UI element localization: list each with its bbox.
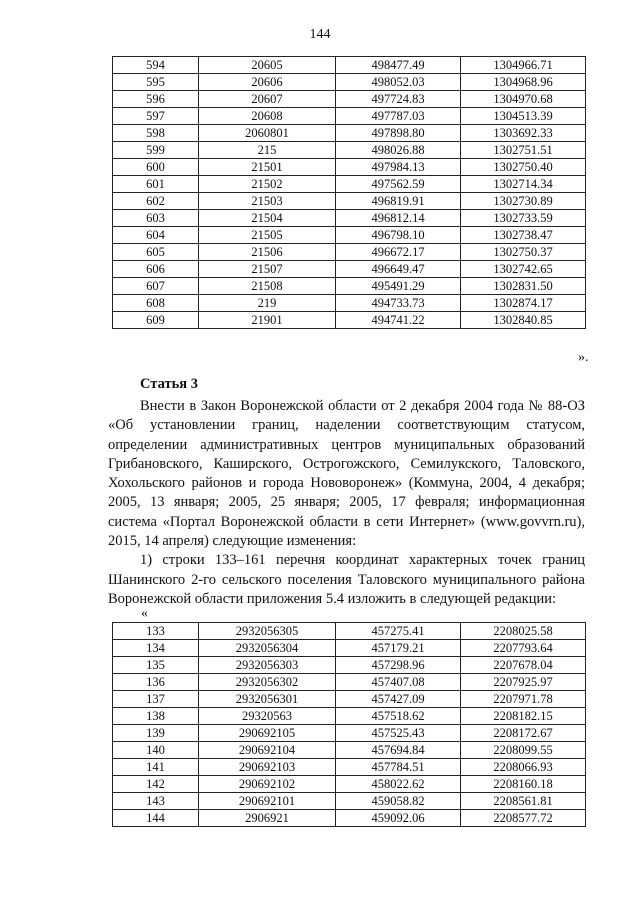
point-id-cell: 290692101 xyxy=(199,793,336,810)
article-title: Статья 3 xyxy=(140,376,198,392)
y-coordinate-cell: 2208182.15 xyxy=(461,708,586,725)
y-coordinate-cell: 1302730.89 xyxy=(461,193,586,210)
y-coordinate-cell: 2208561.81 xyxy=(461,793,586,810)
x-coordinate-cell: 457298.96 xyxy=(336,657,461,674)
x-coordinate-cell: 498477.49 xyxy=(336,57,461,74)
x-coordinate-cell: 457784.51 xyxy=(336,759,461,776)
y-coordinate-cell: 1304513.39 xyxy=(461,108,586,125)
x-coordinate-cell: 498052.03 xyxy=(336,74,461,91)
x-coordinate-cell: 496672.17 xyxy=(336,244,461,261)
closing-quote: ». xyxy=(578,350,589,365)
y-coordinate-cell: 1302742.65 xyxy=(461,261,586,278)
point-id-cell: 21507 xyxy=(199,261,336,278)
y-coordinate-cell: 1302750.37 xyxy=(461,244,586,261)
row-number-cell: 142 xyxy=(113,776,199,793)
y-coordinate-cell: 1304970.68 xyxy=(461,91,586,108)
y-coordinate-cell: 2208172.67 xyxy=(461,725,586,742)
x-coordinate-cell: 457179.21 xyxy=(336,640,461,657)
table-row xyxy=(113,691,586,708)
y-coordinate-cell: 1302738.47 xyxy=(461,227,586,244)
point-id-cell: 290692103 xyxy=(199,759,336,776)
opening-quote: « xyxy=(141,606,148,621)
point-id-cell: 290692105 xyxy=(199,725,336,742)
amendment-paragraph: Внести в Закон Воронежской области от 2 декабря 2004 года № 88-ОЗ «Об установлении границ, наделении соответствующим статусом, определении административных центров муниципальных образований Грибановского, Каширского, Острогожского, Семилукского, Таловского, Хохольского районов и города Нововоронеж» (Коммуна, 2004, 4 декабря; 2005, 13 января; 2005, 25 января; 2005, 17 февраля; информационная система «Портал Воронежской области в сети Интернет» (www.govvrn.ru), 2015, 14 апреля) следующие изменения: xyxy=(108,398,585,550)
y-coordinate-cell: 2208577.72 xyxy=(461,810,586,827)
point-id-cell: 21506 xyxy=(199,244,336,261)
point-id-cell: 2932056301 xyxy=(199,691,336,708)
table-row xyxy=(113,227,586,244)
table-row xyxy=(113,159,586,176)
table-row xyxy=(113,193,586,210)
point-id-cell: 2932056304 xyxy=(199,640,336,657)
table-row xyxy=(113,108,586,125)
table-row xyxy=(113,776,586,793)
point-id-cell: 2932056302 xyxy=(199,674,336,691)
table-row xyxy=(113,261,586,278)
table-row xyxy=(113,125,586,142)
row-number-cell: 140 xyxy=(113,742,199,759)
y-coordinate-cell: 1302874.17 xyxy=(461,295,586,312)
point-id-cell: 29320563 xyxy=(199,708,336,725)
amendment-item-1: 1) строки 133–161 перечня координат характерных точек границ Шанинского 2-го сельского поселения Таловского муниципального района Воронежской области приложения 5.4 изложить в следующей редакции: xyxy=(108,552,585,607)
x-coordinate-cell: 459092.06 xyxy=(336,810,461,827)
row-number-cell: 133 xyxy=(113,623,199,640)
table-row xyxy=(113,725,586,742)
y-coordinate-cell: 2207678.04 xyxy=(461,657,586,674)
row-number-cell: 134 xyxy=(113,640,199,657)
y-coordinate-cell: 1302751.51 xyxy=(461,142,586,159)
x-coordinate-cell: 497562.59 xyxy=(336,176,461,193)
table-row xyxy=(113,278,586,295)
point-id-cell: 2060801 xyxy=(199,125,336,142)
x-coordinate-cell: 496798.10 xyxy=(336,227,461,244)
coordinates-table-2 xyxy=(112,622,586,827)
table-row xyxy=(113,759,586,776)
y-coordinate-cell: 1304966.71 xyxy=(461,57,586,74)
table-row xyxy=(113,312,586,329)
point-id-cell: 21505 xyxy=(199,227,336,244)
row-number-cell: 596 xyxy=(113,91,199,108)
row-number-cell: 606 xyxy=(113,261,199,278)
row-number-cell: 605 xyxy=(113,244,199,261)
row-number-cell: 138 xyxy=(113,708,199,725)
x-coordinate-cell: 457694.84 xyxy=(336,742,461,759)
row-number-cell: 599 xyxy=(113,142,199,159)
point-id-cell: 290692102 xyxy=(199,776,336,793)
y-coordinate-cell: 2207925.97 xyxy=(461,674,586,691)
row-number-cell: 144 xyxy=(113,810,199,827)
table-row xyxy=(113,74,586,91)
row-number-cell: 602 xyxy=(113,193,199,210)
point-id-cell: 2906921 xyxy=(199,810,336,827)
point-id-cell: 20607 xyxy=(199,91,336,108)
y-coordinate-cell: 2208066.93 xyxy=(461,759,586,776)
point-id-cell: 20605 xyxy=(199,57,336,74)
x-coordinate-cell: 496812.14 xyxy=(336,210,461,227)
point-id-cell: 21501 xyxy=(199,159,336,176)
table-row xyxy=(113,623,586,640)
table-row xyxy=(113,210,586,227)
point-id-cell: 21508 xyxy=(199,278,336,295)
x-coordinate-cell: 457518.62 xyxy=(336,708,461,725)
page-number: 144 xyxy=(309,27,331,42)
x-coordinate-cell: 457427.09 xyxy=(336,691,461,708)
row-number-cell: 598 xyxy=(113,125,199,142)
point-id-cell: 21901 xyxy=(199,312,336,329)
x-coordinate-cell: 457275.41 xyxy=(336,623,461,640)
table-row xyxy=(113,674,586,691)
row-number-cell: 601 xyxy=(113,176,199,193)
row-number-cell: 604 xyxy=(113,227,199,244)
table-row xyxy=(113,142,586,159)
y-coordinate-cell: 1302733.59 xyxy=(461,210,586,227)
x-coordinate-cell: 457525.43 xyxy=(336,725,461,742)
point-id-cell: 2932056303 xyxy=(199,657,336,674)
x-coordinate-cell: 497984.13 xyxy=(336,159,461,176)
table-row xyxy=(113,640,586,657)
table-row xyxy=(113,57,586,74)
table-row xyxy=(113,91,586,108)
x-coordinate-cell: 494741.22 xyxy=(336,312,461,329)
table-row xyxy=(113,810,586,827)
point-id-cell: 20608 xyxy=(199,108,336,125)
y-coordinate-cell: 2208025.58 xyxy=(461,623,586,640)
point-id-cell: 290692104 xyxy=(199,742,336,759)
y-coordinate-cell: 1302714.34 xyxy=(461,176,586,193)
row-number-cell: 139 xyxy=(113,725,199,742)
row-number-cell: 609 xyxy=(113,312,199,329)
row-number-cell: 136 xyxy=(113,674,199,691)
row-number-cell: 600 xyxy=(113,159,199,176)
x-coordinate-cell: 497724.83 xyxy=(336,91,461,108)
table-row xyxy=(113,657,586,674)
x-coordinate-cell: 494733.73 xyxy=(336,295,461,312)
coordinates-table-1 xyxy=(112,56,586,329)
x-coordinate-cell: 498026.88 xyxy=(336,142,461,159)
table-row xyxy=(113,244,586,261)
point-id-cell: 21503 xyxy=(199,193,336,210)
x-coordinate-cell: 496649.47 xyxy=(336,261,461,278)
y-coordinate-cell: 1302840.85 xyxy=(461,312,586,329)
row-number-cell: 143 xyxy=(113,793,199,810)
point-id-cell: 215 xyxy=(199,142,336,159)
x-coordinate-cell: 457407.08 xyxy=(336,674,461,691)
table-row xyxy=(113,176,586,193)
y-coordinate-cell: 1302831.50 xyxy=(461,278,586,295)
point-id-cell: 219 xyxy=(199,295,336,312)
x-coordinate-cell: 459058.82 xyxy=(336,793,461,810)
row-number-cell: 597 xyxy=(113,108,199,125)
y-coordinate-cell: 2208160.18 xyxy=(461,776,586,793)
x-coordinate-cell: 497787.03 xyxy=(336,108,461,125)
point-id-cell: 2932056305 xyxy=(199,623,336,640)
y-coordinate-cell: 1303692.33 xyxy=(461,125,586,142)
table-row xyxy=(113,295,586,312)
row-number-cell: 141 xyxy=(113,759,199,776)
point-id-cell: 21504 xyxy=(199,210,336,227)
x-coordinate-cell: 458022.62 xyxy=(336,776,461,793)
row-number-cell: 603 xyxy=(113,210,199,227)
row-number-cell: 607 xyxy=(113,278,199,295)
y-coordinate-cell: 2208099.55 xyxy=(461,742,586,759)
point-id-cell: 21502 xyxy=(199,176,336,193)
y-coordinate-cell: 1302750.40 xyxy=(461,159,586,176)
row-number-cell: 135 xyxy=(113,657,199,674)
row-number-cell: 595 xyxy=(113,74,199,91)
x-coordinate-cell: 496819.91 xyxy=(336,193,461,210)
table-row xyxy=(113,708,586,725)
row-number-cell: 594 xyxy=(113,57,199,74)
row-number-cell: 608 xyxy=(113,295,199,312)
table-row xyxy=(113,742,586,759)
row-number-cell: 137 xyxy=(113,691,199,708)
x-coordinate-cell: 495491.29 xyxy=(336,278,461,295)
y-coordinate-cell: 2207793.64 xyxy=(461,640,586,657)
point-id-cell: 20606 xyxy=(199,74,336,91)
y-coordinate-cell: 2207971.78 xyxy=(461,691,586,708)
y-coordinate-cell: 1304968.96 xyxy=(461,74,586,91)
table-row xyxy=(113,793,586,810)
x-coordinate-cell: 497898.80 xyxy=(336,125,461,142)
